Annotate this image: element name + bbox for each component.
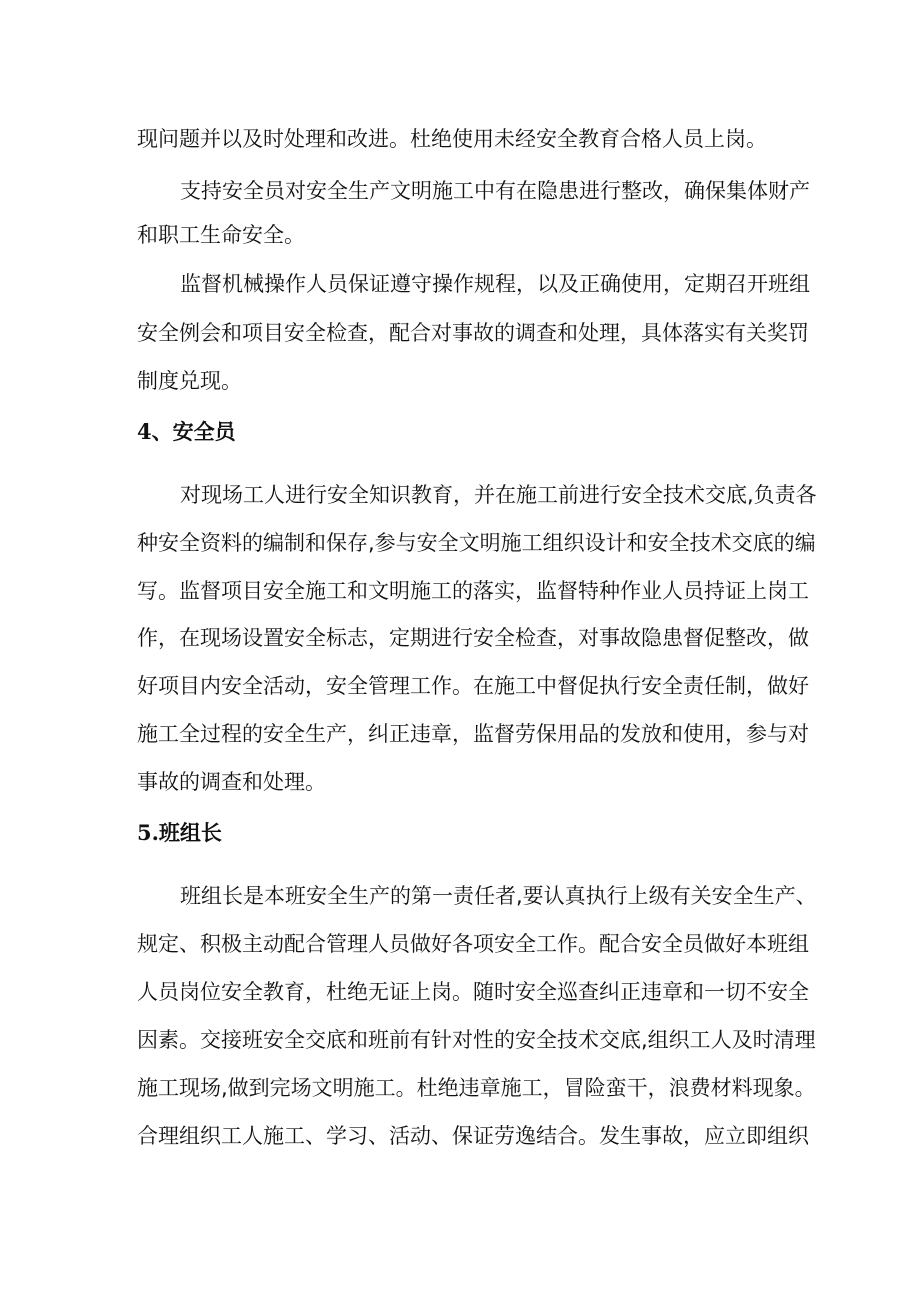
paragraph-line: 制度兑现。 bbox=[137, 369, 242, 393]
paragraph-line: 好项目内安全活动，安全管理工作。在施工中督促执行安全责任制，做好 bbox=[137, 674, 809, 698]
paragraph-line: 规定、积极主动配合管理人员做好各项安全工作。配合安全员做好本班组 bbox=[137, 932, 809, 956]
paragraph-line: 现问题并以及时处理和改进。杜绝使用未经安全教育合格人员上岗。 bbox=[137, 127, 767, 151]
paragraph-line: 种安全资料的编制和保存,参与安全文明施工组织设计和安全技术交底的编 bbox=[137, 531, 816, 555]
paragraph-line: 对现场工人进行安全知识教育，并在施工前进行安全技术交底,负责各 bbox=[180, 483, 817, 507]
paragraph-line: 施工全过程的安全生产，纠正违章，监督劳保用品的发放和使用，参与对 bbox=[137, 722, 809, 746]
paragraph-line: 安全例会和项目安全检查，配合对事故的调查和处理，具体落实有关奖罚 bbox=[137, 321, 809, 345]
paragraph-line: 事故的调查和处理。 bbox=[137, 770, 326, 794]
section-heading: 4、安全员 bbox=[137, 419, 236, 444]
paragraph-line: 写。监督项目安全施工和文明施工的落实，监督特种作业人员持证上岗工 bbox=[137, 579, 809, 603]
section-heading: 5.班组长 bbox=[137, 820, 222, 845]
paragraph-line: 因素。交接班安全交底和班前有针对性的安全技术交底,组织工人及时清理 bbox=[137, 1028, 816, 1052]
paragraph-line: 班组长是本班安全生产的第一责任者,要认真执行上级有关安全生产、 bbox=[180, 884, 817, 908]
paragraph-line: 支持安全员对安全生产文明施工中有在隐患进行整改，确保集体财产 bbox=[180, 179, 810, 203]
paragraph-line: 施工现场,做到完场文明施工。杜绝违章施工，冒险蛮干，浪费材料现象。 bbox=[137, 1076, 816, 1100]
paragraph-line: 监督机械操作人员保证遵守操作规程，以及正确使用，定期召开班组 bbox=[180, 272, 810, 296]
paragraph-line: 合理组织工人施工、学习、活动、保证劳逸结合。发生事故，应立即组织 bbox=[137, 1124, 809, 1148]
paragraph-line: 和职工生命安全。 bbox=[137, 223, 305, 247]
paragraph-line: 人员岗位安全教育，杜绝无证上岗。随时安全巡查纠正违章和一切不安全 bbox=[137, 980, 809, 1004]
paragraph-line: 作，在现场设置安全标志，定期进行安全检查，对事故隐患督促整改，做 bbox=[137, 626, 809, 650]
